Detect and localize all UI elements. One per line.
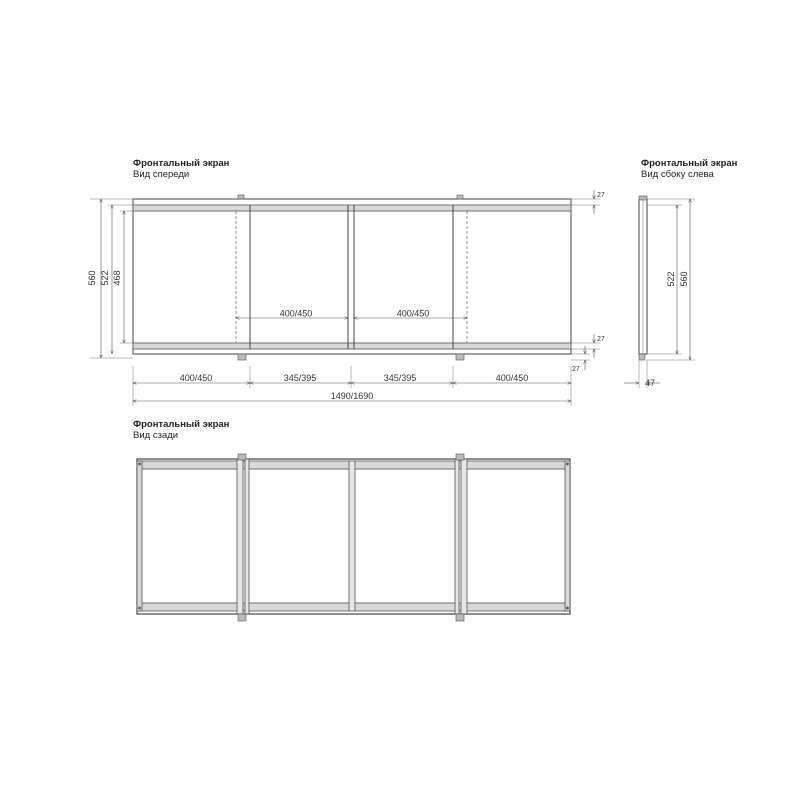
back-view-subtitle: Вид сзади bbox=[133, 430, 179, 441]
front-view-title: Фронтальный экран bbox=[133, 158, 230, 169]
back-screw-bl bbox=[138, 607, 141, 610]
dim-front-top-rail: 27 bbox=[597, 192, 605, 199]
dim-front-height-total: 560 bbox=[87, 270, 97, 286]
back-post-1a bbox=[237, 459, 243, 614]
back-view-title: Фронтальный экран bbox=[133, 419, 230, 430]
front-bottom-rail bbox=[133, 343, 571, 349]
dim-seg-4: 400/450 bbox=[495, 373, 529, 383]
back-right-post bbox=[565, 461, 570, 611]
dim-front-inner-right: 400/450 bbox=[396, 308, 430, 319]
dim-seg-1: 400/450 bbox=[179, 373, 213, 383]
dim-front-height-inner: 522 bbox=[100, 270, 110, 286]
back-view-drawing bbox=[137, 454, 570, 621]
side-top-cap bbox=[639, 196, 647, 200]
front-view-drawing bbox=[87, 190, 605, 406]
dim-side-depth: 47 bbox=[645, 378, 656, 388]
back-top-clip-right bbox=[456, 454, 464, 460]
dim-side-height-total: 560 bbox=[679, 271, 689, 287]
front-foot-left bbox=[238, 354, 246, 360]
front-view-subtitle: Вид спереди bbox=[133, 169, 190, 180]
back-foot-right bbox=[456, 614, 464, 621]
front-frame-outline bbox=[133, 199, 571, 354]
front-foot-right bbox=[456, 354, 464, 360]
dim-front-height-panel: 468 bbox=[112, 270, 122, 286]
back-foot-left bbox=[238, 614, 246, 621]
back-screw-tl bbox=[138, 463, 141, 466]
back-left-post bbox=[137, 461, 142, 611]
dim-front-inner-left: 400/450 bbox=[279, 308, 313, 319]
front-top-clip-right bbox=[457, 195, 463, 199]
back-post-3a bbox=[455, 459, 459, 614]
dim-front-bottom-rail-2: 27 bbox=[572, 366, 580, 373]
dim-seg-3: 345/395 bbox=[383, 373, 417, 383]
side-view-drawing bbox=[624, 196, 695, 388]
front-top-rail bbox=[133, 205, 571, 211]
dim-side-height-inner: 522 bbox=[666, 271, 676, 287]
side-view-subtitle: Вид сбоку слева bbox=[641, 169, 714, 180]
dim-front-bottom-rail: 27 bbox=[597, 336, 605, 343]
front-top-clip-left bbox=[238, 195, 244, 199]
back-screw-tr bbox=[566, 463, 569, 466]
back-post-2 bbox=[349, 461, 355, 611]
back-post-1b bbox=[245, 459, 249, 614]
side-foot bbox=[639, 354, 645, 360]
dim-seg-2: 345/395 bbox=[283, 373, 317, 383]
dim-total-width: 1490/1690 bbox=[330, 391, 374, 401]
back-top-clip-left bbox=[238, 454, 246, 460]
side-view-title: Фронтальный экран bbox=[641, 158, 738, 169]
back-post-3b bbox=[461, 459, 467, 614]
back-screw-br bbox=[566, 607, 569, 610]
